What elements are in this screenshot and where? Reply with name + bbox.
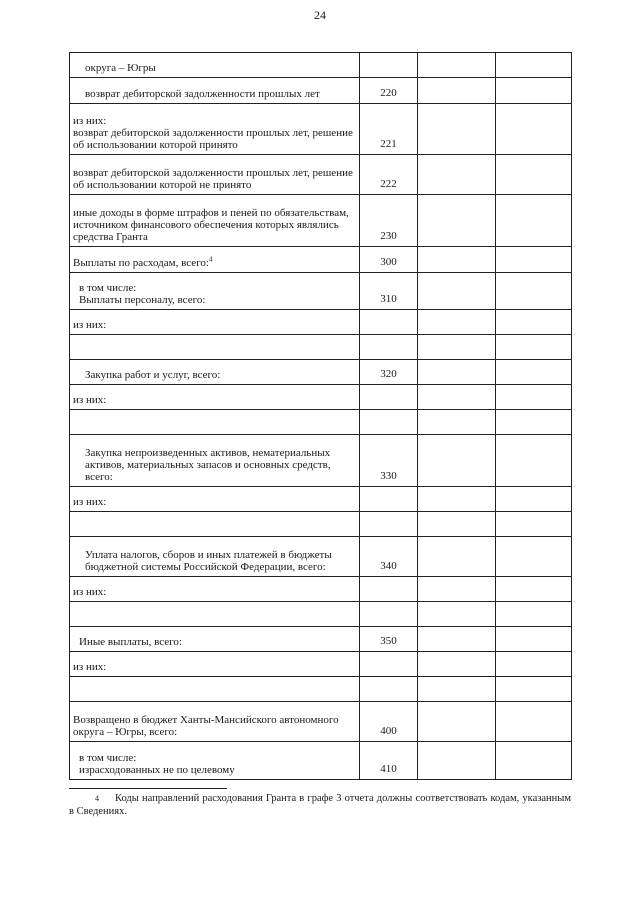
label-line: Выплаты персоналу, всего: <box>79 294 206 306</box>
row-code <box>360 677 418 702</box>
table-row <box>70 487 572 512</box>
empty-cell <box>418 155 496 195</box>
empty-cell <box>496 310 572 335</box>
table-row <box>70 155 572 195</box>
label-line: в том числе: <box>79 752 137 764</box>
empty-cell <box>496 53 572 78</box>
empty-cell <box>496 410 572 435</box>
empty-cell <box>496 78 572 104</box>
row-label <box>70 104 360 155</box>
empty-cell <box>418 310 496 335</box>
empty-cell <box>418 652 496 677</box>
table-row <box>70 195 572 247</box>
empty-cell <box>418 410 496 435</box>
row-label <box>70 273 360 310</box>
footnote-mark: 4 <box>95 794 99 803</box>
table-row <box>70 53 572 78</box>
row-label: иные доходы в форме штрафов и пеней по обязательствам, источником финансового обеспечения которых являлись средства Гранта <box>70 195 360 247</box>
label-line: возврат дебиторской задолженности прошлых лет, решение об использовании которой принято <box>73 127 353 151</box>
empty-cell <box>418 627 496 652</box>
empty-cell <box>418 385 496 410</box>
empty-cell <box>496 742 572 780</box>
empty-cell <box>496 577 572 602</box>
row-code: 300 <box>360 247 418 273</box>
empty-cell <box>418 742 496 780</box>
row-code <box>360 385 418 410</box>
empty-cell <box>418 487 496 512</box>
row-label <box>70 512 360 537</box>
row-code <box>360 652 418 677</box>
empty-cell <box>418 104 496 155</box>
row-code <box>360 335 418 360</box>
table-row <box>70 335 572 360</box>
empty-cell <box>496 195 572 247</box>
table-row <box>70 78 572 104</box>
empty-cell <box>496 652 572 677</box>
empty-cell <box>418 602 496 627</box>
row-code: 230 <box>360 195 418 247</box>
label-text: Выплаты по расходам, всего: <box>73 257 209 269</box>
table-row <box>70 360 572 385</box>
table-row <box>70 652 572 677</box>
empty-cell <box>496 702 572 742</box>
row-code: 350 <box>360 627 418 652</box>
empty-cell <box>418 537 496 577</box>
page-number: 24 <box>314 8 326 22</box>
empty-cell <box>418 512 496 537</box>
row-code <box>360 410 418 435</box>
row-label <box>70 602 360 627</box>
table-row <box>70 310 572 335</box>
table-row <box>70 627 572 652</box>
empty-cell <box>418 273 496 310</box>
empty-cell <box>496 104 572 155</box>
row-label <box>70 677 360 702</box>
table-row <box>70 702 572 742</box>
table-row <box>70 577 572 602</box>
row-label: возврат дебиторской задолженности прошлых лет <box>70 78 360 104</box>
footnote-ref: 4 <box>208 255 213 264</box>
empty-cell <box>496 627 572 652</box>
row-label: возврат дебиторской задолженности прошлых лет, решение об использовании которой не принято <box>70 155 360 195</box>
row-code <box>360 487 418 512</box>
empty-cell <box>496 385 572 410</box>
row-code <box>360 512 418 537</box>
row-label: из них: <box>70 652 360 677</box>
row-label: из них: <box>70 487 360 512</box>
table-row <box>70 385 572 410</box>
row-label: Иные выплаты, всего: <box>70 627 360 652</box>
empty-cell <box>496 677 572 702</box>
empty-cell <box>418 702 496 742</box>
row-code: 222 <box>360 155 418 195</box>
empty-cell <box>496 247 572 273</box>
footnote <box>69 792 571 818</box>
row-label: Возвращено в бюджет Ханты-Мансийского автономного округа – Югры, всего: <box>70 702 360 742</box>
row-code <box>360 310 418 335</box>
grant-report-table <box>69 52 572 780</box>
row-code: 340 <box>360 537 418 577</box>
empty-cell <box>418 677 496 702</box>
row-label: округа – Югры <box>70 53 360 78</box>
table-row <box>70 512 572 537</box>
row-code <box>360 602 418 627</box>
row-label <box>70 410 360 435</box>
table-row <box>70 602 572 627</box>
row-label: из них: <box>70 385 360 410</box>
row-label: Закупка непроизведенных активов, нематериальных активов, материальных запасов и основных средств, всего: <box>70 435 360 487</box>
empty-cell <box>418 78 496 104</box>
label-line: израсходованных не по целевому <box>79 764 235 776</box>
empty-cell <box>496 602 572 627</box>
row-code: 330 <box>360 435 418 487</box>
table-row <box>70 247 572 273</box>
row-label <box>70 335 360 360</box>
empty-cell <box>418 195 496 247</box>
empty-cell <box>418 247 496 273</box>
row-code: 320 <box>360 360 418 385</box>
empty-cell <box>418 335 496 360</box>
footnote-text: Коды направлений расходования Гранта в графе 3 отчета должны соответствовать кодам, указанным в Сведениях. <box>69 793 571 817</box>
row-code: 310 <box>360 273 418 310</box>
empty-cell <box>418 435 496 487</box>
footnote-divider <box>69 788 227 789</box>
empty-cell <box>418 53 496 78</box>
empty-cell <box>496 537 572 577</box>
table-row <box>70 104 572 155</box>
row-code: 221 <box>360 104 418 155</box>
row-label: Уплата налогов, сборов и иных платежей в бюджеты бюджетной системы Российской Федерации, всего: <box>70 537 360 577</box>
label-line: из них: <box>73 115 107 127</box>
empty-cell <box>496 360 572 385</box>
table-row <box>70 435 572 487</box>
row-label: из них: <box>70 577 360 602</box>
table-row <box>70 410 572 435</box>
row-label: из них: <box>70 310 360 335</box>
row-code: 410 <box>360 742 418 780</box>
empty-cell <box>496 273 572 310</box>
table-row <box>70 273 572 310</box>
empty-cell <box>496 487 572 512</box>
row-code: 400 <box>360 702 418 742</box>
empty-cell <box>496 435 572 487</box>
row-label: Закупка работ и услуг, всего: <box>70 360 360 385</box>
row-code <box>360 577 418 602</box>
empty-cell <box>496 335 572 360</box>
row-label <box>70 247 360 273</box>
empty-cell <box>496 512 572 537</box>
table-row <box>70 537 572 577</box>
label-line: в том числе: <box>79 282 137 294</box>
empty-cell <box>418 577 496 602</box>
empty-cell <box>496 155 572 195</box>
row-code <box>360 53 418 78</box>
row-code: 220 <box>360 78 418 104</box>
table-row <box>70 742 572 780</box>
empty-cell <box>418 360 496 385</box>
row-label <box>70 742 360 780</box>
table-row <box>70 677 572 702</box>
